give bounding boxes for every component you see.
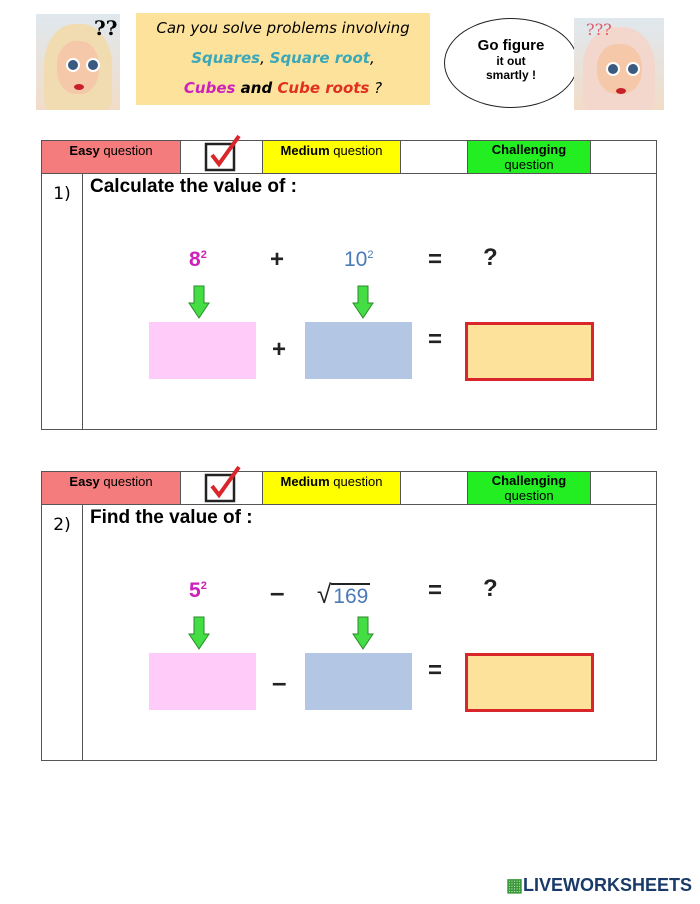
down-arrow-icon [188,616,210,650]
square-root-icon: √ [317,579,332,609]
speech-bubble: Go figure it out smartly ! [444,18,578,108]
easy-question-label[interactable]: Easy question [41,140,181,174]
term-1: $8^2$ [189,248,207,271]
left-avatar-image [36,14,120,110]
term-2 [317,579,370,610]
question-marks: ??? [586,20,612,39]
medium-question-label[interactable]: Medium question [262,140,401,174]
question-title: Calculate the value of : [90,176,297,197]
checkmark-icon [203,133,243,173]
operator: – [270,577,285,607]
term-2-answer-input[interactable] [305,322,412,379]
question-marks: ?? [94,16,118,40]
easy-question-label[interactable]: Easy question [41,471,181,505]
question-body [41,174,657,430]
question-title: Find the value of : [90,507,253,528]
question-body [41,505,657,761]
checkmark-icon [203,464,243,504]
easy-checkbox[interactable] [180,140,263,174]
equals-sign: = [428,326,443,353]
medium-checkbox[interactable] [400,471,468,505]
term-1-answer-input[interactable] [149,653,256,710]
banner-line-3: Cubes and Cube roots ? [183,79,383,97]
term-2-answer-input[interactable] [305,653,412,710]
radicand: 169 [333,585,369,608]
base: 10 [344,248,368,271]
question-section-1 [41,140,657,430]
challenging-question-label[interactable]: Challenging question [467,471,591,505]
banner-line-1: Can you solve problems involving [156,19,410,37]
result-placeholder: ? [483,575,498,602]
operator: – [272,667,287,697]
term-1: $5^2$ [189,579,207,602]
equals-sign: = [428,577,443,604]
term-1-answer-input[interactable] [149,322,256,379]
final-answer-input[interactable] [465,653,594,712]
operator: + [270,246,285,273]
right-avatar-image [574,18,664,110]
operator: + [272,336,287,363]
equals-sign: = [428,246,443,273]
challenging-checkbox[interactable] [590,471,657,505]
question-number: 2) [42,505,83,760]
medium-checkbox[interactable] [400,140,468,174]
result-placeholder: ? [483,244,498,271]
challenging-question-label[interactable]: Challenging question [467,140,591,174]
final-answer-input[interactable] [465,322,594,381]
liveworksheets-logo: ▦LIVEWORKSHEETS [505,875,692,895]
down-arrow-icon [188,285,210,319]
down-arrow-icon [352,616,374,650]
easy-checkbox[interactable] [180,471,263,505]
title-banner [136,13,430,105]
question-number: 1) [42,174,83,429]
down-arrow-icon [352,285,374,319]
medium-question-label[interactable]: Medium question [262,471,401,505]
banner-line-2: Squares, Square root, [191,49,375,67]
term-2 [344,248,373,272]
question-section-2 [41,471,657,761]
exponent: 2 [367,249,374,261]
equals-sign: = [428,657,443,684]
challenging-checkbox[interactable] [590,140,657,174]
